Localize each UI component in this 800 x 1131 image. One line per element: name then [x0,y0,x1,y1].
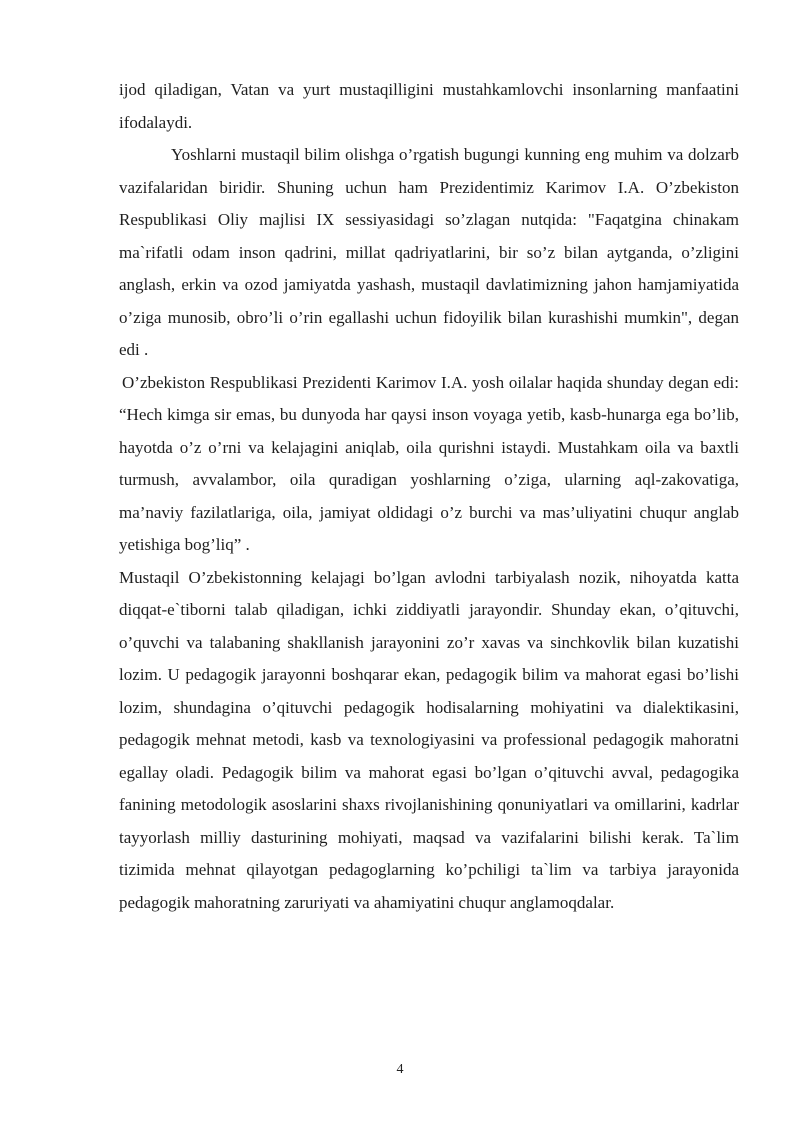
paragraph-youth-education: Yoshlarni mustaqil bilim olishga o’rgatish bugungi kunning eng muhim va dolzarb vazifalaridan biridir. Shuning uchun ham Prezidentimiz Karimov I.A. O’zbekiston Respublikasi Oliy majlisi IX sessiyasidagi so’zlagan nutqida: "Faqatgina chinakam ma`rifatli odam inson qadrini, millat qadriyatlarini, bir so’z bilan aytganda, o’zligini anglash, erkin va ozod jamiyatda yashash, mustaqil davlatimizning jahon hamjamiyatida o’ziga munosib, obro’li o’rin egallashi uchun fidoyilik bilan kurashishi mumkin", degan edi . [119,145,739,359]
paragraph-continuation: ijod qiladigan, Vatan va yurt mustaqilligini mustahkamlovchi insonlarning manfaatini ifodalaydi. [119,80,739,132]
paragraph-pedagogical-skill: Mustaqil O’zbekistonning kelajagi bo’lgan avlodni tarbiyalash nozik, nihoyatda katta diqqat-e`tiborni talab qiladigan, ichki ziddiyatli jarayondir. Shunday ekan, o’qituvchi, o’quvchi va talabaning shakllanish jarayonini zo’r xavas va sinchkovlik bilan kuzatishi lozim. U pedagogik jarayonni boshqarar ekan, pedagogik bilim va mahorat egasi bo’lishi lozim, shundagina o’qituvchi pedagogik hodisalarning mohiyatini va dialektikasini, pedagogik mehnat metodi, kasb va texnologiyasini va professional pedagogik mahoratni egallay oladi. Pedagogik bilim va mahorat egasi bo’lgan o’qituvchi avval, pedagogika fanining metodologik asoslarini shaxs rivojlanishining qonuniyatlari va omillarini, kadrlar tayyorlash milliy dasturining mohiyati, maqsad va vazifalarini bilishi kerak. Ta`lim tizimida mehnat qilayotgan pedagoglarning ko’pchiligi ta`lim va tarbiya jarayonida pedagogik mahoratning zaruriyati va ahamiyatini chuqur anglamoqdalar. [119,567,739,912]
page-number: 4 [396,1062,404,1077]
paragraph-young-families: O’zbekiston Respublikasi Prezidenti Karimov I.A. yosh oilalar haqida shunday degan edi: “Hech kimga sir emas, bu dunyoda har qaysi inson voyaga yetib, kasb-hunarga ega bo’lib, hayotda o’z o’rni va kelajagini aniqlab, oila qurishni istaydi. Mustahkam oila va baxtli turmush, avvalambor, oila quradigan yoshlarning o’ziga, ularning aql-zakovatiga, ma’naviy fazilatlariga, oila, jamiyat oldidagi o’z burchi va mas’uliyatini chuqur anglab yetishiga bog’liq” . [119,372,739,554]
body-text [119,74,739,919]
